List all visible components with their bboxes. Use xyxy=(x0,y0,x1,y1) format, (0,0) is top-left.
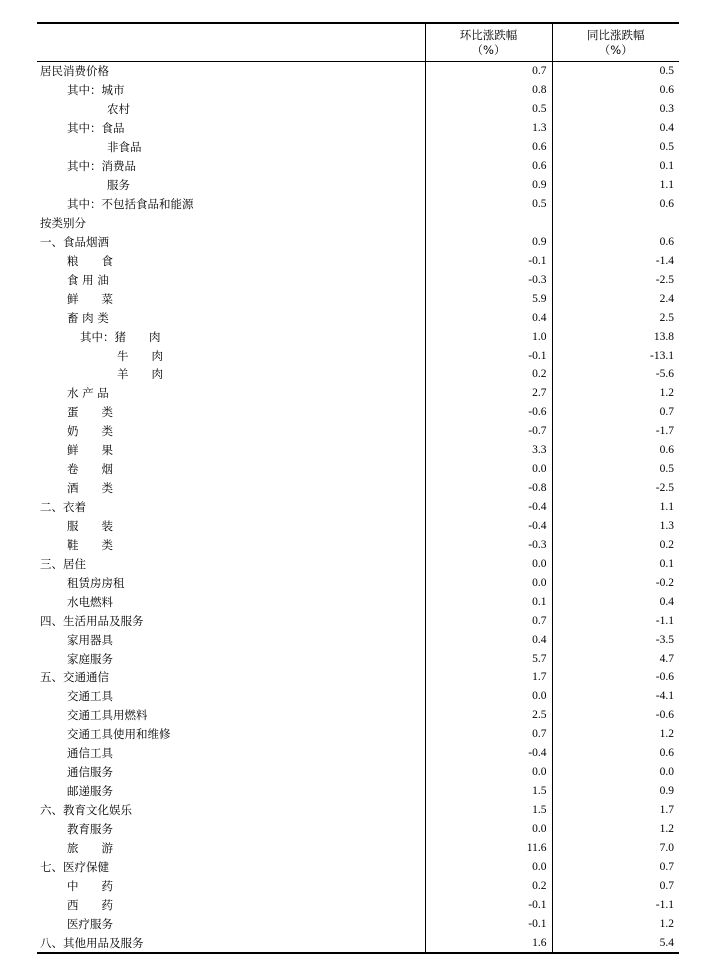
month-on-month-value: 5.9 xyxy=(425,289,552,308)
table-row xyxy=(37,422,679,441)
row-label: 教育服务 xyxy=(67,821,113,836)
month-on-month-value: 1.5 xyxy=(425,801,552,820)
month-on-month-value: 0.7 xyxy=(425,725,552,744)
row-label-cell xyxy=(37,687,425,706)
table-row xyxy=(37,876,679,895)
year-on-year-value: -1.1 xyxy=(552,611,679,630)
table-row xyxy=(37,232,679,251)
row-label: 蛋 类 xyxy=(67,405,113,420)
year-on-year-value: -0.6 xyxy=(552,706,679,725)
month-on-month-value: 0.1 xyxy=(425,592,552,611)
row-label: 五、交通通信 xyxy=(40,670,109,685)
table-row xyxy=(37,403,679,422)
year-on-year-value: 0.3 xyxy=(552,100,679,119)
header-mom-title: 环比涨跌幅 xyxy=(459,27,518,42)
month-on-month-value: 1.0 xyxy=(425,327,552,346)
month-on-month-value: 2.7 xyxy=(425,384,552,403)
month-on-month-value: -0.4 xyxy=(425,498,552,517)
month-on-month-value: 0.0 xyxy=(425,687,552,706)
year-on-year-value: 0.6 xyxy=(552,232,679,251)
table-row xyxy=(37,933,679,953)
row-label-cell xyxy=(37,251,425,270)
table-row xyxy=(37,365,679,384)
table-row xyxy=(37,744,679,763)
year-on-year-value: -2.5 xyxy=(552,479,679,498)
row-label-cell xyxy=(37,573,425,592)
table-row xyxy=(37,838,679,857)
row-label-cell xyxy=(37,441,425,460)
month-on-month-value: 0.7 xyxy=(425,62,552,81)
row-label: 交通工具 xyxy=(67,689,113,704)
year-on-year-value: 0.1 xyxy=(552,554,679,573)
table-row xyxy=(37,176,679,195)
row-label: 酒 类 xyxy=(67,481,113,496)
row-label-cell xyxy=(37,744,425,763)
row-label-cell xyxy=(37,649,425,668)
row-label: 居民消费价格 xyxy=(40,64,109,79)
year-on-year-value: -0.6 xyxy=(552,668,679,687)
row-label: 一、食品烟酒 xyxy=(40,234,109,249)
year-on-year-value: 1.2 xyxy=(552,725,679,744)
year-on-year-value: -4.1 xyxy=(552,687,679,706)
row-label-cell xyxy=(37,498,425,517)
table-row xyxy=(37,119,679,138)
month-on-month-value: -0.4 xyxy=(425,744,552,763)
table-row xyxy=(37,668,679,687)
row-label: 畜 肉 类 xyxy=(67,310,109,325)
row-label: 服务 xyxy=(107,178,130,193)
row-label-cell xyxy=(37,308,425,327)
row-label-cell xyxy=(37,327,425,346)
month-on-month-value: -0.7 xyxy=(425,422,552,441)
table-row xyxy=(37,195,679,214)
table-row xyxy=(37,460,679,479)
month-on-month-value: -0.1 xyxy=(425,346,552,365)
row-label: 二、衣着 xyxy=(40,500,86,515)
month-on-month-value: 0.6 xyxy=(425,138,552,157)
row-label: 中 药 xyxy=(67,878,113,893)
table-row xyxy=(37,895,679,914)
table-row xyxy=(37,157,679,176)
year-on-year-value: 0.4 xyxy=(552,119,679,138)
year-on-year-value: 0.6 xyxy=(552,195,679,214)
row-label-cell xyxy=(37,81,425,100)
row-label: 其中：不包括食品和能源 xyxy=(67,197,194,212)
month-on-month-value: 3.3 xyxy=(425,441,552,460)
row-label-cell xyxy=(37,838,425,857)
row-label-cell xyxy=(37,403,425,422)
year-on-year-value: -1.1 xyxy=(552,895,679,914)
year-on-year-value: 2.4 xyxy=(552,289,679,308)
row-label-cell xyxy=(37,592,425,611)
month-on-month-value: -0.3 xyxy=(425,535,552,554)
table-row xyxy=(37,270,679,289)
month-on-month-value: 0.8 xyxy=(425,81,552,100)
cpi-table xyxy=(37,22,679,954)
year-on-year-value: 5.4 xyxy=(552,933,679,953)
header-category xyxy=(37,23,425,62)
row-label-cell xyxy=(37,725,425,744)
row-label-cell xyxy=(37,801,425,820)
month-on-month-value: 0.0 xyxy=(425,460,552,479)
table-row xyxy=(37,327,679,346)
month-on-month-value: 0.2 xyxy=(425,365,552,384)
row-label: 交通工具使用和维修 xyxy=(67,727,171,742)
month-on-month-value: -0.3 xyxy=(425,270,552,289)
year-on-year-value: 0.5 xyxy=(552,460,679,479)
table-row xyxy=(37,782,679,801)
row-label: 旅 游 xyxy=(67,840,113,855)
table-row xyxy=(37,384,679,403)
month-on-month-value: 0.5 xyxy=(425,195,552,214)
row-label: 奶 类 xyxy=(67,424,113,439)
row-label: 其中：食品 xyxy=(67,121,125,136)
year-on-year-value: 0.5 xyxy=(552,138,679,157)
row-label-cell xyxy=(37,763,425,782)
year-on-year-value: -0.2 xyxy=(552,573,679,592)
row-label: 服 装 xyxy=(67,518,113,533)
month-on-month-value: 1.3 xyxy=(425,119,552,138)
month-on-month-value: -0.8 xyxy=(425,479,552,498)
table-row xyxy=(37,251,679,270)
month-on-month-value: 0.6 xyxy=(425,157,552,176)
row-label-cell xyxy=(37,195,425,214)
row-label: 羊 肉 xyxy=(117,367,163,382)
row-label: 其中：消费品 xyxy=(67,159,136,174)
year-on-year-value: 0.4 xyxy=(552,592,679,611)
table-row xyxy=(37,81,679,100)
year-on-year-value xyxy=(552,214,679,233)
row-label-cell xyxy=(37,100,425,119)
row-label-cell xyxy=(37,365,425,384)
year-on-year-value: 0.0 xyxy=(552,763,679,782)
table-row xyxy=(37,687,679,706)
row-label-cell xyxy=(37,706,425,725)
row-label: 按类别分 xyxy=(40,215,86,230)
month-on-month-value: 0.0 xyxy=(425,573,552,592)
table-body xyxy=(37,62,679,954)
month-on-month-value: 0.4 xyxy=(425,630,552,649)
year-on-year-value: -2.5 xyxy=(552,270,679,289)
year-on-year-value: 0.7 xyxy=(552,403,679,422)
header-mom-unit: （%） xyxy=(471,42,506,57)
row-label-cell xyxy=(37,895,425,914)
month-on-month-value: 0.0 xyxy=(425,554,552,573)
table-row xyxy=(37,346,679,365)
row-label: 邮递服务 xyxy=(67,784,113,799)
row-label-cell xyxy=(37,289,425,308)
row-label-cell xyxy=(37,479,425,498)
row-label: 西 药 xyxy=(67,897,113,912)
table-row xyxy=(37,592,679,611)
row-label-cell xyxy=(37,62,425,81)
table-row xyxy=(37,820,679,839)
row-label-cell xyxy=(37,176,425,195)
table-row xyxy=(37,517,679,536)
row-label-cell xyxy=(37,517,425,536)
year-on-year-value: 1.1 xyxy=(552,498,679,517)
year-on-year-value: -13.1 xyxy=(552,346,679,365)
month-on-month-value: 0.0 xyxy=(425,857,552,876)
row-label: 医疗服务 xyxy=(67,916,113,931)
row-label-cell xyxy=(37,535,425,554)
year-on-year-value: 0.9 xyxy=(552,782,679,801)
month-on-month-value: -0.1 xyxy=(425,914,552,933)
year-on-year-value: 4.7 xyxy=(552,649,679,668)
row-label: 通信工具 xyxy=(67,746,113,761)
row-label: 其中：城市 xyxy=(67,83,125,98)
month-on-month-value: 1.5 xyxy=(425,782,552,801)
month-on-month-value: 0.0 xyxy=(425,763,552,782)
row-label: 家用器具 xyxy=(67,632,113,647)
year-on-year-value: 2.5 xyxy=(552,308,679,327)
row-label: 三、居住 xyxy=(40,556,86,571)
year-on-year-value: -5.6 xyxy=(552,365,679,384)
row-label-cell xyxy=(37,119,425,138)
month-on-month-value: -0.1 xyxy=(425,895,552,914)
year-on-year-value: 0.6 xyxy=(552,744,679,763)
header-yoy-unit: （%） xyxy=(598,42,633,57)
month-on-month-value: 0.9 xyxy=(425,232,552,251)
month-on-month-value xyxy=(425,214,552,233)
year-on-year-value: -3.5 xyxy=(552,630,679,649)
year-on-year-value: -1.4 xyxy=(552,251,679,270)
year-on-year-value: 0.7 xyxy=(552,857,679,876)
table-row xyxy=(37,441,679,460)
table-row xyxy=(37,801,679,820)
table-row xyxy=(37,138,679,157)
row-label-cell xyxy=(37,232,425,251)
year-on-year-value: 7.0 xyxy=(552,838,679,857)
year-on-year-value: 0.2 xyxy=(552,535,679,554)
row-label-cell xyxy=(37,384,425,403)
table-row xyxy=(37,308,679,327)
table-row xyxy=(37,630,679,649)
table-row xyxy=(37,554,679,573)
row-label-cell xyxy=(37,214,425,233)
row-label-cell xyxy=(37,782,425,801)
table-row xyxy=(37,725,679,744)
row-label: 鲜 果 xyxy=(67,443,113,458)
row-label: 四、生活用品及服务 xyxy=(40,613,144,628)
month-on-month-value: 0.2 xyxy=(425,876,552,895)
month-on-month-value: -0.6 xyxy=(425,403,552,422)
year-on-year-value: 1.2 xyxy=(552,384,679,403)
row-label-cell xyxy=(37,820,425,839)
year-on-year-value: 0.5 xyxy=(552,62,679,81)
row-label: 其中：猪 肉 xyxy=(80,329,161,344)
row-label-cell xyxy=(37,630,425,649)
year-on-year-value: -1.7 xyxy=(552,422,679,441)
month-on-month-value: 2.5 xyxy=(425,706,552,725)
row-label: 粮 食 xyxy=(67,253,113,268)
row-label-cell xyxy=(37,270,425,289)
row-label: 六、教育文化娱乐 xyxy=(40,803,132,818)
month-on-month-value: 0.7 xyxy=(425,611,552,630)
table-header-row xyxy=(37,23,679,62)
row-label: 租赁房房租 xyxy=(67,575,125,590)
month-on-month-value: -0.1 xyxy=(425,251,552,270)
month-on-month-value: 11.6 xyxy=(425,838,552,857)
month-on-month-value: 0.0 xyxy=(425,820,552,839)
year-on-year-value: 1.2 xyxy=(552,914,679,933)
table-row xyxy=(37,914,679,933)
year-on-year-value: 13.8 xyxy=(552,327,679,346)
row-label: 交通工具用燃料 xyxy=(67,708,148,723)
row-label-cell xyxy=(37,554,425,573)
year-on-year-value: 0.1 xyxy=(552,157,679,176)
row-label: 食 用 油 xyxy=(67,272,109,287)
row-label: 八、其他用品及服务 xyxy=(40,935,144,950)
table-row xyxy=(37,611,679,630)
row-label-cell xyxy=(37,138,425,157)
month-on-month-value: 1.6 xyxy=(425,933,552,953)
row-label: 水电燃料 xyxy=(67,594,113,609)
row-label-cell xyxy=(37,460,425,479)
year-on-year-value: 1.3 xyxy=(552,517,679,536)
row-label: 农村 xyxy=(107,102,130,117)
table-row xyxy=(37,100,679,119)
row-label-cell xyxy=(37,876,425,895)
row-label-cell xyxy=(37,857,425,876)
row-label: 通信服务 xyxy=(67,765,113,780)
row-label: 水 产 品 xyxy=(67,386,109,401)
row-label-cell xyxy=(37,933,425,953)
month-on-month-value: 0.4 xyxy=(425,308,552,327)
month-on-month-value: 0.5 xyxy=(425,100,552,119)
table-row xyxy=(37,763,679,782)
table-row xyxy=(37,535,679,554)
year-on-year-value: 1.7 xyxy=(552,801,679,820)
year-on-year-value: 1.1 xyxy=(552,176,679,195)
month-on-month-value: 5.7 xyxy=(425,649,552,668)
header-yoy-title: 同比涨跌幅 xyxy=(587,27,645,42)
row-label-cell xyxy=(37,611,425,630)
table-row xyxy=(37,479,679,498)
row-label: 牛 肉 xyxy=(117,348,163,363)
table-row xyxy=(37,62,679,81)
row-label-cell xyxy=(37,422,425,441)
year-on-year-value: 0.6 xyxy=(552,441,679,460)
row-label-cell xyxy=(37,346,425,365)
table-row xyxy=(37,214,679,233)
row-label-cell xyxy=(37,668,425,687)
year-on-year-value: 0.6 xyxy=(552,81,679,100)
table-row xyxy=(37,857,679,876)
row-label: 七、医疗保健 xyxy=(40,859,109,874)
row-label-cell xyxy=(37,157,425,176)
month-on-month-value: 0.9 xyxy=(425,176,552,195)
table-row xyxy=(37,498,679,517)
row-label: 卷 烟 xyxy=(67,462,113,477)
row-label: 鲜 菜 xyxy=(67,291,113,306)
row-label: 非食品 xyxy=(107,140,142,155)
row-label: 鞋 类 xyxy=(67,537,113,552)
month-on-month-value: 1.7 xyxy=(425,668,552,687)
row-label-cell xyxy=(37,914,425,933)
month-on-month-value: -0.4 xyxy=(425,517,552,536)
row-label: 家庭服务 xyxy=(67,651,113,666)
year-on-year-value: 1.2 xyxy=(552,820,679,839)
header-month-on-month xyxy=(425,23,552,62)
table-row xyxy=(37,706,679,725)
header-year-on-year xyxy=(552,23,679,62)
table-row xyxy=(37,573,679,592)
year-on-year-value: 0.7 xyxy=(552,876,679,895)
table-row xyxy=(37,289,679,308)
table-row xyxy=(37,649,679,668)
